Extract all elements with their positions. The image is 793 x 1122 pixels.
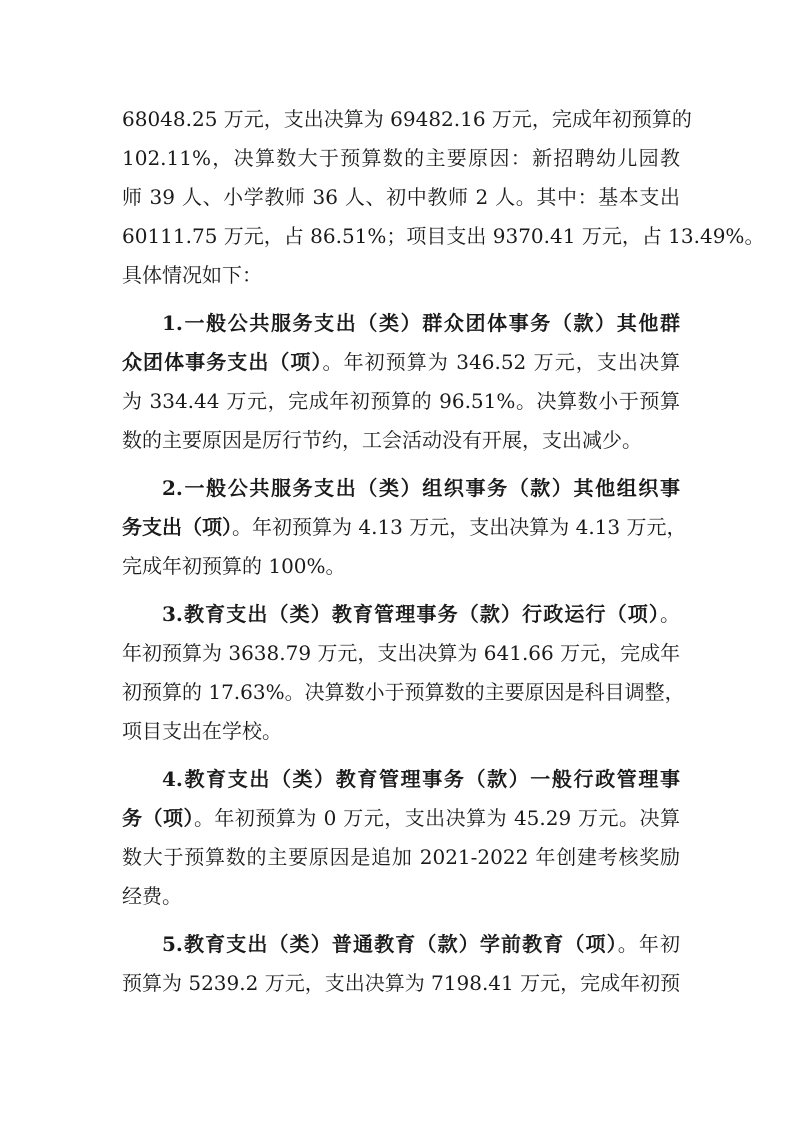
item-5-paragraph [122,925,680,1003]
intro-paragraph [122,100,765,295]
item-3-paragraph [122,595,685,751]
item-2-line-2-text: 。年初预算为 4.13 万元，支出决算为 4.13 万元， [232,515,687,539]
item-5-heading-line-1: 5.教育支出（类）普通教育（款）学前教育（项） [162,932,618,956]
item-4-heading-line-1: 4.教育支出（类）教育管理事务（款）一般行政管理事 [162,767,680,791]
item-1-heading-line-1: 1.一般公共服务支出（类）群众团体事务（款）其他群 [162,311,680,335]
item-3-line-1-text: 。 [660,602,680,626]
item-5-line-1 [122,925,680,964]
item-3-line-2: 年初预算为 3638.79 万元，支出决算为 641.66 万元，完成年 [122,641,681,665]
item-4-line-2-text: 。年初预算为 0 万元，支出决算为 45.29 万元。决算 [193,806,680,830]
item-5-line-1-text: 。年初 [617,932,680,956]
intro-line-5: 具体情况如下： [122,263,262,287]
document-page [122,100,765,1003]
item-1-line-2-text: 。年初预算为 346.52 万元，支出决算 [322,350,680,374]
item-1-heading-line-2: 众团体事务支出（项） [122,350,323,374]
item-4-heading-line-2: 务（项） [122,806,194,830]
item-1-line-2 [122,343,680,382]
item-1-paragraph [122,304,680,460]
item-4-line-2 [122,799,680,838]
item-5-line-2: 预算为 5239.2 万元，支出决算为 7198.41 万元，完成年初预 [122,971,681,995]
item-3-line-1 [122,595,680,634]
intro-line-1: 68048.25 万元，支出决算为 69482.16 万元，完成年初预算的 [122,107,692,131]
item-4-line-4: 经费。 [122,884,182,908]
item-3-line-4: 项目支出在学校。 [122,719,282,743]
item-1-line-3: 为 334.44 万元，完成年初预算的 96.51%。决算数小于预算 [122,389,680,413]
intro-line-4: 60111.75 万元，占 86.51%；项目支出 9370.41 万元，占 13.49%。 [122,224,765,248]
item-4-paragraph [122,760,680,916]
intro-line-2: 102.11%，决算数大于预算数的主要原因：新招聘幼儿园教 [122,146,680,170]
item-2-line-2 [122,508,687,547]
item-2-line-3: 完成年初预算的 100%。 [122,554,346,578]
item-2-heading-line-1: 2.一般公共服务支出（类）组织事务（款）其他组织事 [162,476,680,500]
item-1-line-4: 数的主要原因是厉行节约，工会活动没有开展，支出减少。 [122,428,642,452]
intro-line-3: 师 39 人、小学教师 36 人、初中教师 2 人。其中：基本支出 [122,185,680,209]
item-3-heading-line-1: 3.教育支出（类）教育管理事务（款）行政运行（项） [162,602,660,626]
item-4-line-3: 数大于预算数的主要原因是追加 2021-2022 年创建考核奖励 [122,845,680,869]
item-2-heading-line-2: 务支出（项） [122,515,232,539]
item-2-paragraph [122,469,687,586]
item-3-line-3: 初预算的 17.63%。决算数小于预算数的主要原因是科目调整， [122,680,685,704]
